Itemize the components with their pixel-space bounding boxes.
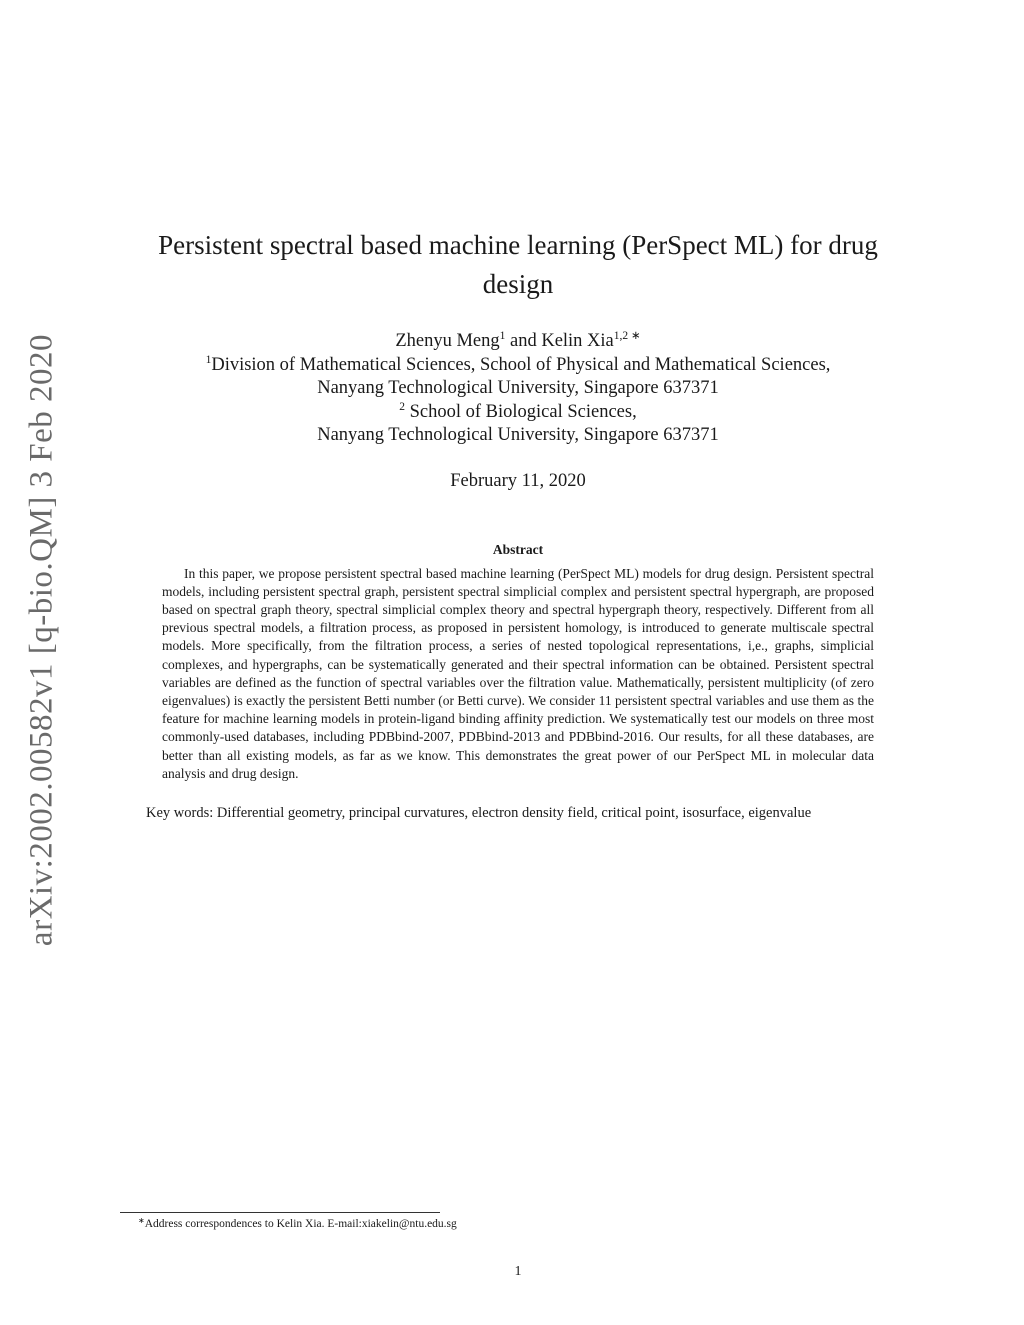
footnote-divider — [120, 1212, 440, 1213]
affiliation-2-mark: 2 — [399, 400, 405, 413]
affiliation-1-dept: Division of Mathematical Sciences, School of Physical and Mathematical Sciences, — [211, 354, 831, 375]
affiliation-2-institution: Nanyang Technological University, Singapore 637371 — [317, 425, 719, 445]
affiliation-2-dept: School of Biological Sciences, — [405, 401, 637, 422]
author-line — [120, 330, 916, 354]
paper-front-page — [120, 226, 916, 838]
page-number: 1 — [514, 1264, 522, 1279]
author-xia-affil-mark: 1,2 ∗ — [613, 330, 641, 342]
arxiv-identifier-stamp: arXiv:2002.00582v1 [q-bio.QM] 3 Feb 2020 — [23, 333, 60, 947]
paper-title: Persistent spectral based machine learning (PerSpect ML) for drug design — [158, 230, 878, 299]
keywords: Key words: Differential geometry, principal curvatures, electron density field, critical point, isosurface, eigenvalue — [146, 804, 812, 821]
author-meng: Zhenyu Meng — [395, 331, 500, 351]
footnote-text: Address correspondences to Kelin Xia. E-mail:xiakelin@ntu.edu.sg — [144, 1218, 457, 1230]
author-meng-affil-mark: 1 — [499, 330, 506, 342]
footnote-mark: ∗ — [138, 1216, 145, 1225]
author-block — [120, 330, 916, 448]
correspondence-footnote — [138, 1217, 738, 1232]
affiliation-2 — [120, 401, 916, 425]
affiliation-1 — [120, 354, 916, 378]
paper-date: February 11, 2020 — [450, 470, 586, 491]
abstract-heading: Abstract — [492, 541, 544, 557]
abstract-text: In this paper, we propose persistent spectral based machine learning (PerSpect ML) models for drug design. Persistent spectral models, including persistent spectral graph, persistent spectral simplicial complex and persistent spectral hypergraph, are proposed based on spectral graph theory, spectral simplicial complex theory and spectral hypergraph theory, respectively. Different from all previous spectral models, a filtration process, as proposed in persistent homology, is introduced to generate multiscale spectral models. More specifically, from the filtration process, a series of nested topological representations, i,e., graphs, simplicial complexes, and hypergraphs, can be systematically generated and their spectral information can be obtained. Persistent spectral variables are defined as the function of spectral variables over the filtration value. Mathematically, persistent multiplicity (of zero eigenvalues) is exactly the persistent Betti number (or Betti curve). We consider 11 persistent spectral variables and use them as the feature for machine learning models in protein-ligand binding affinity prediction. We systematically test our models on three most commonly-used databases, including PDBbind-2007, PDBbind-2013 and PDBbind-2016. Our results, for all these databases, are better than all existing models, as far as we know. This demonstrates the great power of our PerSpect ML in molecular data analysis and drug design. — [162, 565, 874, 781]
author-xia: and Kelin Xia — [505, 331, 614, 351]
affiliation-1-institution: Nanyang Technological University, Singapore 637371 — [317, 378, 719, 398]
affiliation-1-mark: 1 — [205, 353, 212, 366]
